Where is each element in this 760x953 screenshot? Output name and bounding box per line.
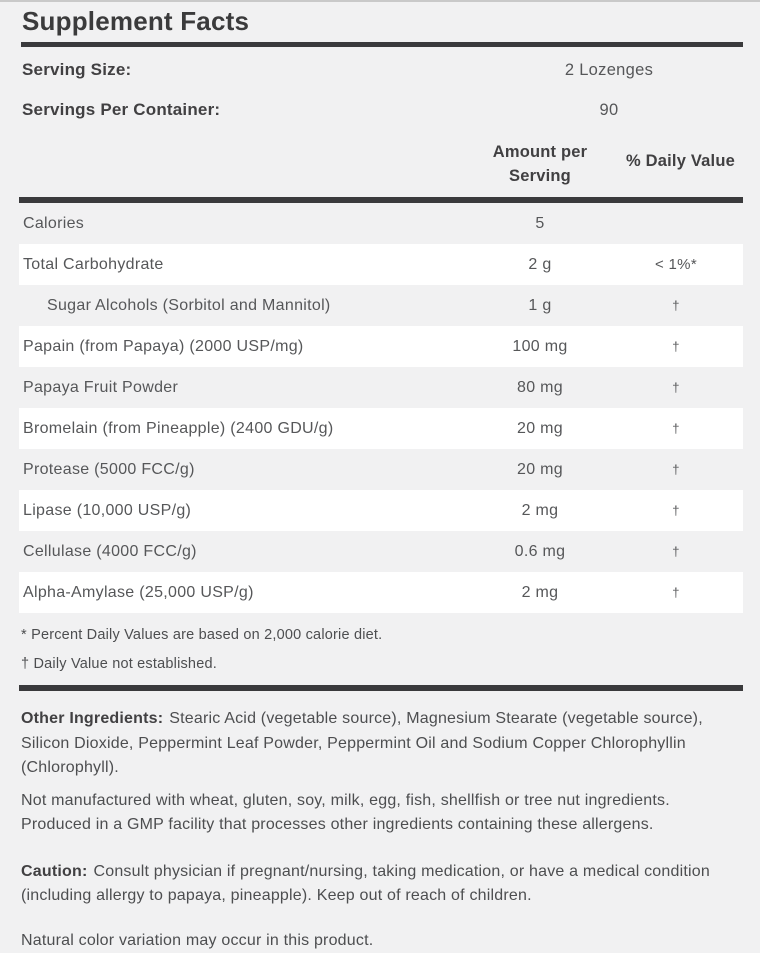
ingredient-name: Alpha-Amylase (25,000 USP/g)	[19, 584, 455, 602]
servings-per-container-row	[19, 93, 743, 127]
ingredient-daily-value: †	[625, 462, 727, 477]
nutrient-table	[19, 203, 743, 613]
ingredient-amount: 0.6 mg	[455, 543, 625, 561]
serving-size-label: Serving Size:	[19, 60, 131, 80]
table-column-headers	[19, 140, 743, 188]
ingredient-daily-value: †	[625, 298, 727, 313]
caution-label: Caution:	[21, 863, 87, 880]
caution-text: Consult physician if pregnant/nursing, taking medication, or have a medical condition (including allergy to papaya, pineapple). Keep out of reach of children.	[21, 863, 710, 905]
ingredient-amount: 20 mg	[455, 420, 625, 438]
table-row	[19, 490, 743, 531]
other-ingredients-paragraph	[19, 707, 743, 781]
color-variation-note: Natural color variation may occur in this product.	[19, 929, 743, 953]
ingredient-amount: 100 mg	[455, 338, 625, 356]
ingredient-amount: 5	[455, 215, 625, 233]
ingredient-name: Cellulase (4000 FCC/g)	[19, 543, 455, 561]
ingredient-name: Lipase (10,000 USP/g)	[19, 502, 455, 520]
servings-per-container-value: 90	[469, 101, 749, 120]
percent-daily-value-footnote: * Percent Daily Values are based on 2,000 calorie diet.	[19, 627, 743, 643]
ingredient-daily-value: †	[625, 544, 727, 559]
table-row	[19, 244, 743, 285]
ingredient-name: Papaya Fruit Powder	[19, 379, 455, 397]
ingredient-amount: 2 mg	[455, 584, 625, 602]
other-ingredients-label: Other Ingredients:	[21, 710, 163, 727]
table-row	[19, 531, 743, 572]
table-row	[19, 367, 743, 408]
ingredient-daily-value: †	[625, 380, 727, 395]
ingredient-amount: 80 mg	[455, 379, 625, 397]
ingredient-amount: 20 mg	[455, 461, 625, 479]
title-divider	[21, 42, 743, 47]
daily-value-header: % Daily Value	[626, 152, 735, 171]
ingredient-daily-value: †	[625, 339, 727, 354]
ingredient-amount: 1 g	[455, 297, 625, 315]
other-ingredients-text: Stearic Acid (vegetable source), Magnesium Stearate (vegetable source), Silicon Dioxide, Peppermint Leaf Powder, Peppermint Oil and Sodium Copper Chlorophyllin (Chlorophyll).	[21, 710, 703, 776]
servings-per-container-label: Servings Per Container:	[19, 100, 220, 120]
ingredient-name: Sugar Alcohols (Sorbitol and Mannitol)	[19, 297, 455, 315]
allergen-statement: Not manufactured with wheat, gluten, soy, milk, egg, fish, shellfish or tree nut ingredients. Produced in a GMP facility that processes other ingredients containing these allergens.	[19, 789, 743, 838]
ingredient-name: Calories	[19, 215, 455, 233]
ingredient-amount: 2 g	[455, 256, 625, 274]
caution-paragraph	[19, 860, 743, 909]
ingredient-daily-value: < 1%*	[625, 256, 727, 273]
ingredient-name: Bromelain (from Pineapple) (2400 GDU/g)	[19, 420, 455, 438]
table-row	[19, 449, 743, 490]
amount-per-serving-header: Amount per Serving	[455, 140, 625, 188]
label-top-edge	[0, 0, 760, 2]
serving-size-row	[19, 53, 743, 87]
table-row	[19, 572, 743, 613]
daily-value-footnote: † Daily Value not established.	[19, 656, 743, 672]
ingredient-name: Protease (5000 FCC/g)	[19, 461, 455, 479]
page-title: Supplement Facts	[22, 6, 743, 36]
bottom-divider	[19, 685, 743, 691]
ingredient-daily-value: †	[625, 503, 727, 518]
table-row	[19, 285, 743, 326]
ingredient-daily-value: †	[625, 585, 727, 600]
table-row	[19, 408, 743, 449]
supplement-facts-label	[0, 6, 760, 953]
ingredient-amount: 2 mg	[455, 502, 625, 520]
ingredient-daily-value: †	[625, 421, 727, 436]
ingredient-name: Total Carbohydrate	[19, 256, 455, 274]
table-row	[19, 326, 743, 367]
serving-size-value: 2 Lozenges	[469, 61, 749, 80]
ingredient-name: Papain (from Papaya) (2000 USP/mg)	[19, 338, 455, 356]
table-row	[19, 203, 743, 244]
